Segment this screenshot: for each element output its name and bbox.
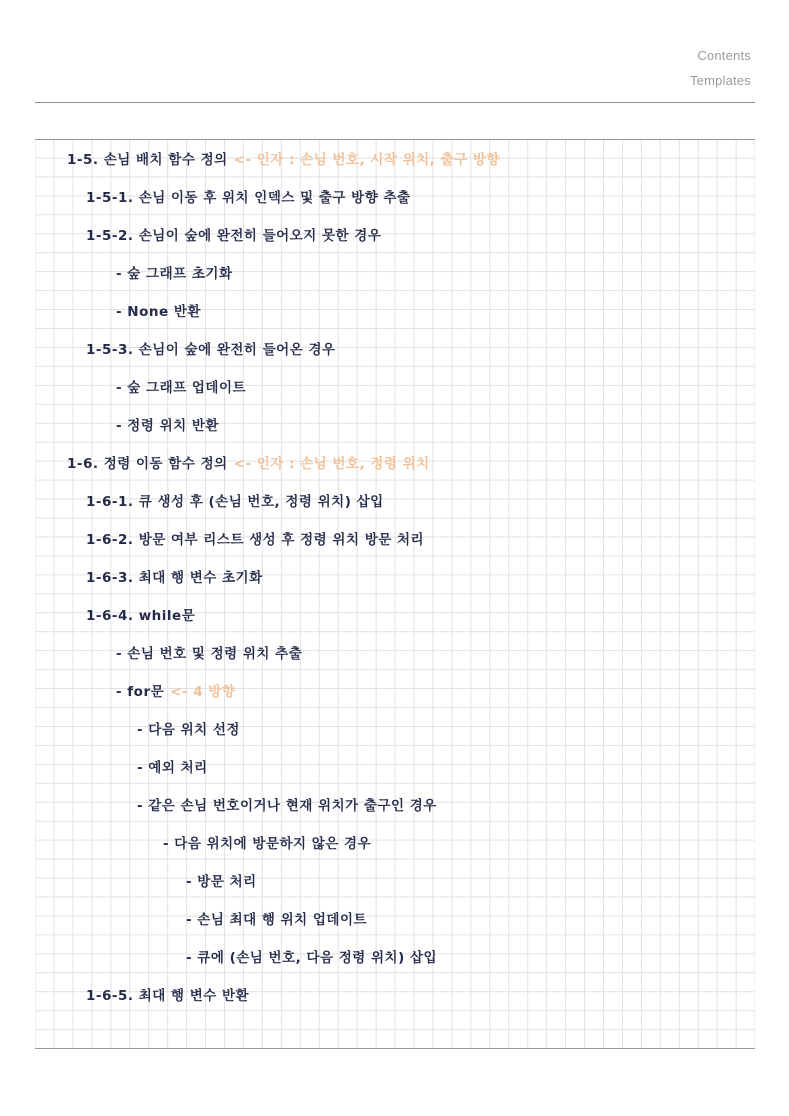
- note-line: [86, 338, 336, 358]
- note-line-text: - 정령 위치 반환: [116, 418, 219, 434]
- note-line: [116, 376, 246, 396]
- note-line: [86, 490, 384, 510]
- note-line-text: 1-5-1. 손님 이동 후 위치 인덱스 및 출구 방향 추출: [86, 190, 411, 206]
- note-line: [86, 566, 263, 586]
- note-line: [116, 642, 302, 662]
- note-line: [116, 300, 201, 320]
- note-line: [186, 908, 367, 928]
- note-annotation: <- 4 방향: [170, 684, 236, 700]
- header-divider: [35, 102, 755, 103]
- note-line-text: - for문: [116, 684, 165, 700]
- note-annotation: <- 인자 : 손님 번호, 시작 위치, 출구 방향: [233, 152, 500, 168]
- note-line: [86, 528, 424, 548]
- header-contents-link[interactable]: Contents: [697, 48, 751, 63]
- note-line-text: 1-5. 손님 배치 함수 정의: [67, 152, 228, 168]
- note-line-text: - 숲 그래프 초기화: [116, 266, 233, 282]
- note-line-text: 1-6-5. 최대 행 변수 반환: [86, 988, 250, 1004]
- note-line: [186, 946, 437, 966]
- note-line-text: 1-5-2. 손님이 숲에 완전히 들어오지 못한 경우: [86, 228, 382, 244]
- note-line: [86, 984, 249, 1004]
- note-line-text: - 숲 그래프 업데이트: [116, 380, 247, 396]
- note-line-text: - 손님 최대 행 위치 업데이트: [186, 912, 368, 928]
- note-line: [67, 148, 500, 168]
- note-line: [86, 604, 195, 624]
- note-line: [116, 414, 219, 434]
- note-line-text: - 방문 처리: [186, 874, 257, 890]
- note-line: [186, 870, 257, 890]
- note-line: [163, 832, 371, 852]
- note-annotation: <- 인자 : 손님 번호, 정령 위치: [233, 456, 430, 472]
- note-line: [116, 680, 235, 700]
- note-line-text: - 큐에 (손님 번호, 다음 정령 위치) 삽입: [186, 950, 438, 966]
- note-line-text: 1-6-4. while문: [86, 608, 196, 624]
- note-line-text: - 다음 위치에 방문하지 않은 경우: [163, 836, 372, 852]
- note-line: [86, 186, 411, 206]
- note-line-text: 1-6-1. 큐 생성 후 (손님 번호, 정령 위치) 삽입: [86, 494, 384, 510]
- note-line-text: 1-6-3. 최대 행 변수 초기화: [86, 570, 263, 586]
- note-line-text: - 손님 번호 및 정령 위치 추출: [116, 646, 303, 662]
- note-line-text: 1-6. 정령 이동 함수 정의: [67, 456, 228, 472]
- note-line: [137, 794, 437, 814]
- header-templates-link[interactable]: Templates: [689, 73, 751, 88]
- note-line: [137, 756, 208, 776]
- note-line-text: - 예외 처리: [137, 760, 208, 776]
- note-line-text: - 다음 위치 선정: [137, 722, 240, 738]
- note-line: [86, 224, 381, 244]
- note-line-text: 1-6-2. 방문 여부 리스트 생성 후 정령 위치 방문 처리: [86, 532, 425, 548]
- note-line-text: - 같은 손님 번호이거나 현재 위치가 출구인 경우: [137, 798, 437, 814]
- note-line: [137, 718, 240, 738]
- note-line-text: - None 반환: [116, 304, 201, 320]
- note-line-text: 1-5-3. 손님이 숲에 완전히 들어온 경우: [86, 342, 336, 358]
- note-line: [67, 452, 430, 472]
- note-line: [116, 262, 233, 282]
